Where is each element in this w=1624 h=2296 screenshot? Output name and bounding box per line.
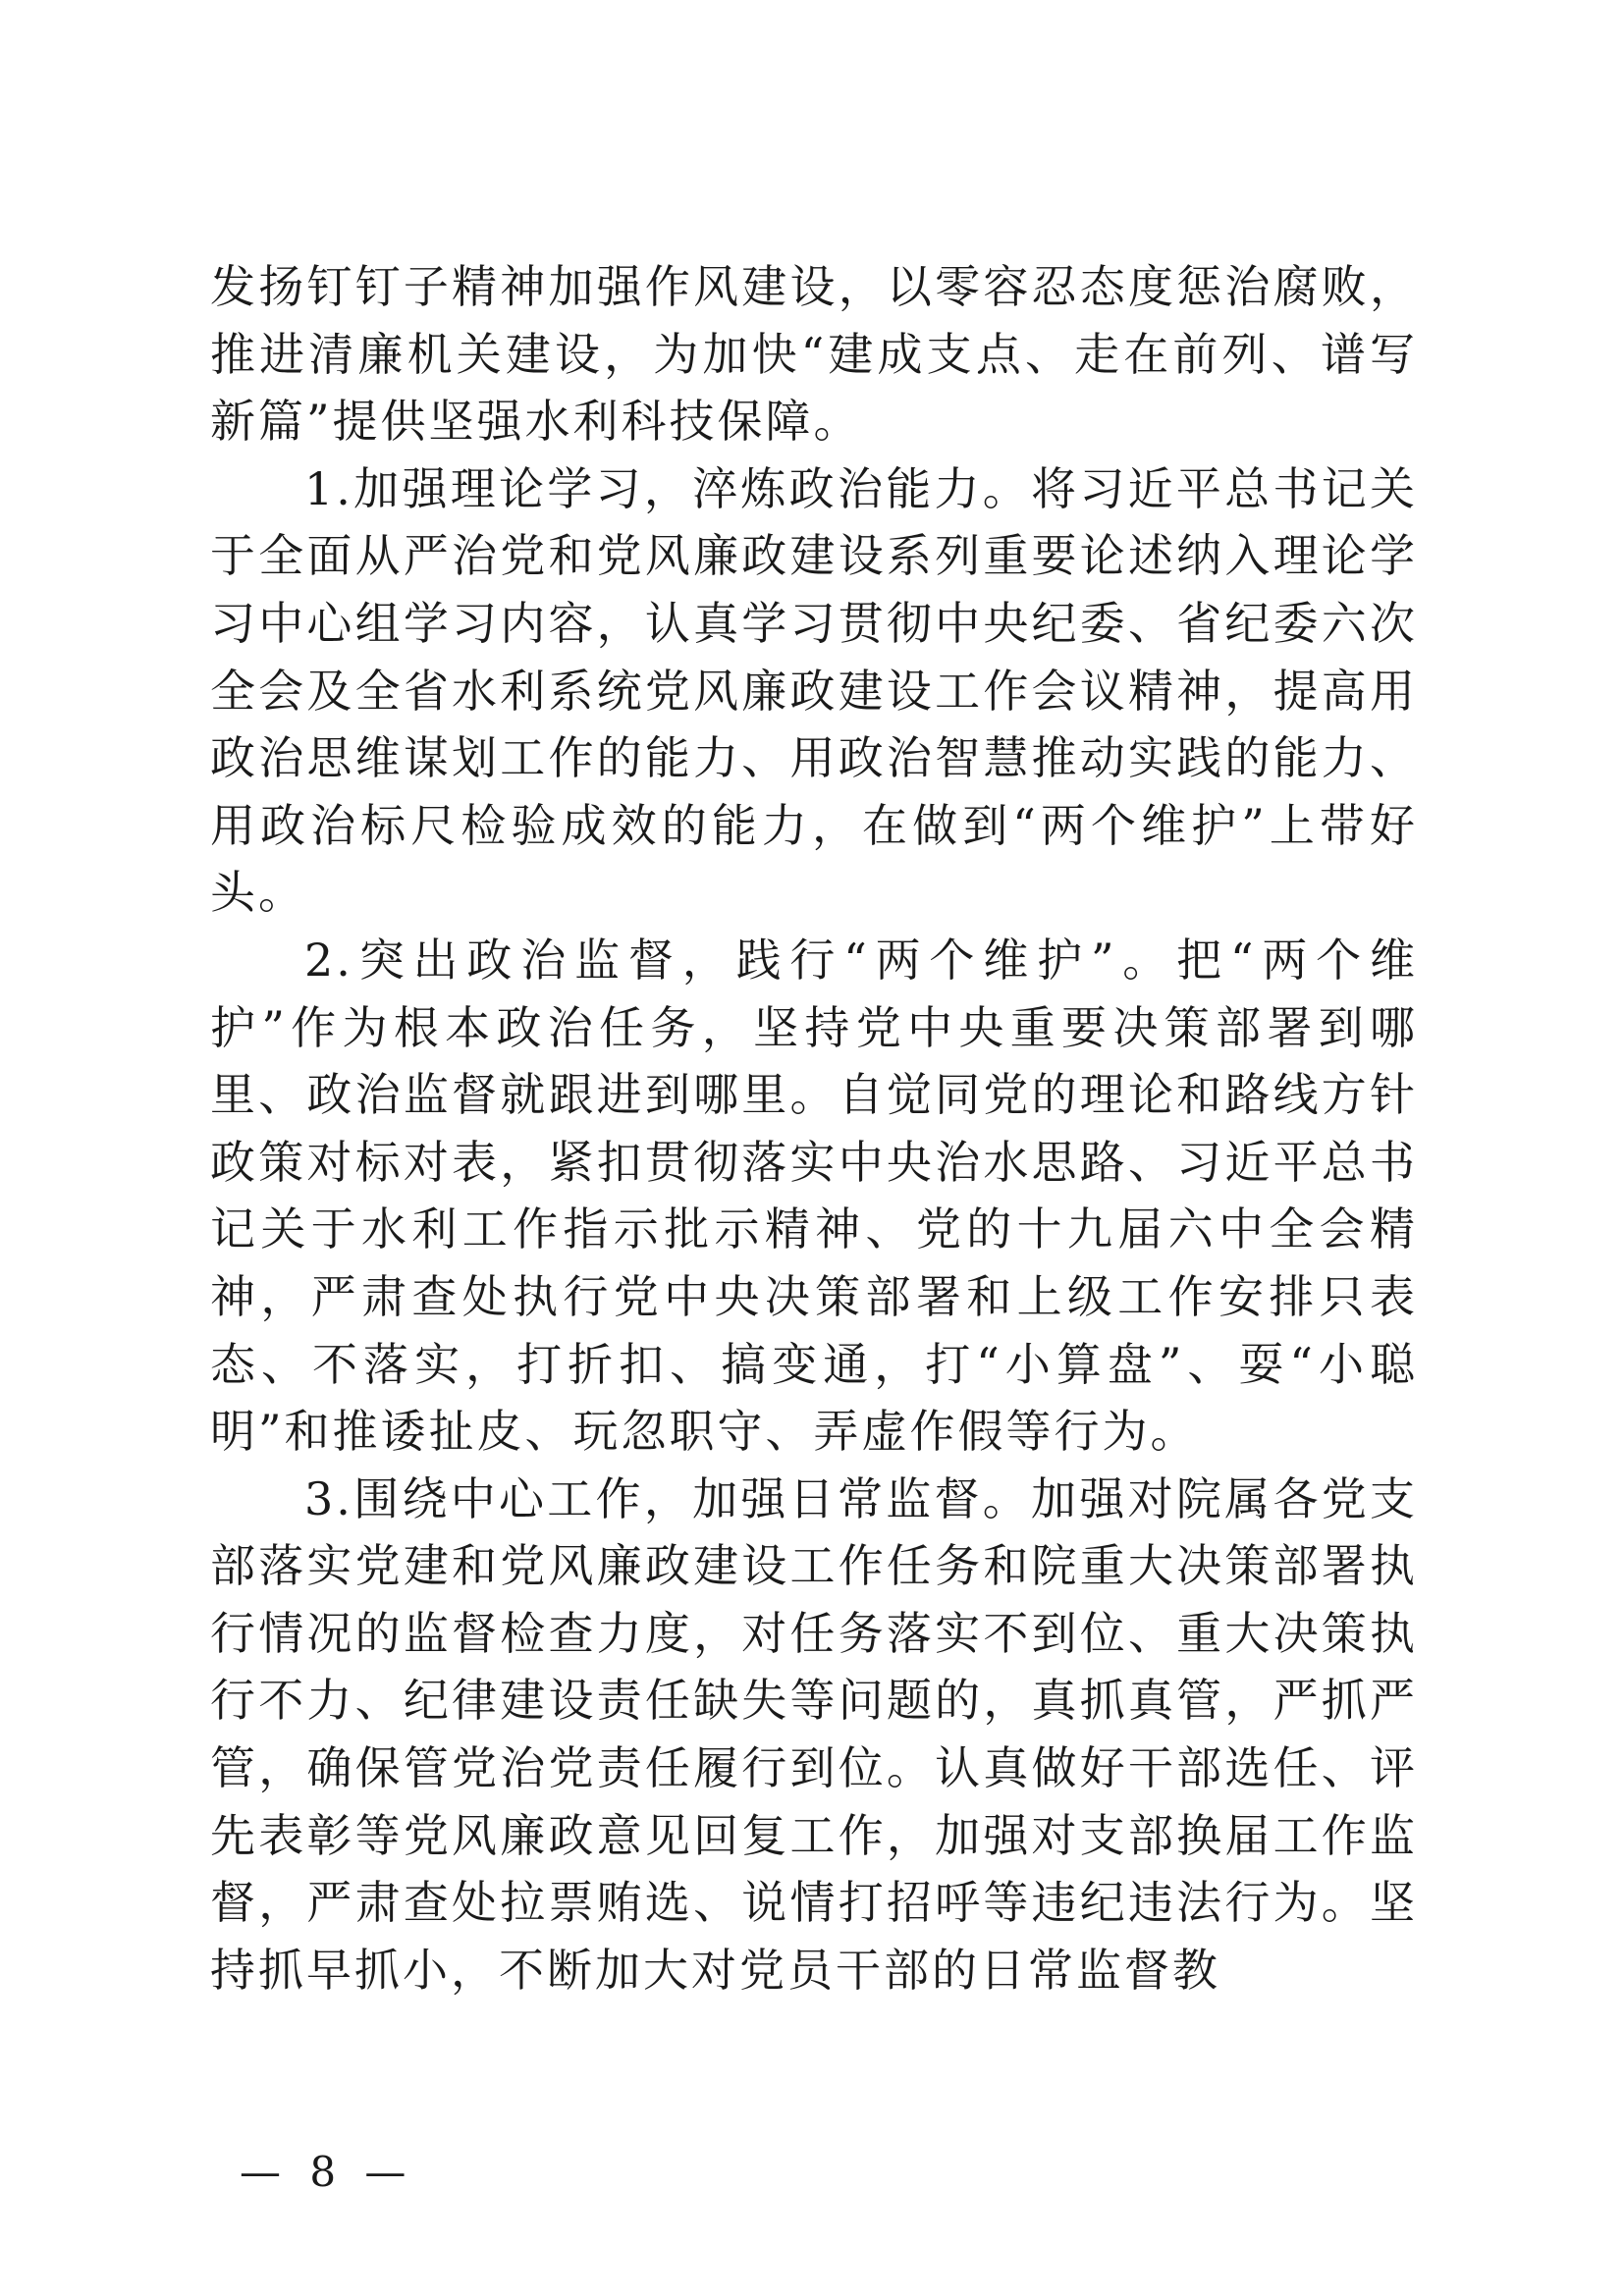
- paragraph-intro: 发扬钉钉子精神加强作风建设，以零容忍态度惩治腐败，推进清廉机关建设，为加快“建成支点、走在前列、谱写新篇”提供坚强水利科技保障。: [210, 260, 1418, 449]
- paragraph-item-3: 3.围绕中心工作，加强日常监督。加强对院属各党支部落实党建和党风廉政建设工作任务和院重大决策部署执行情况的监督检查力度，对任务落实不到位、重大决策执行不力、纪律建设责任缺失等问题的，真抓真管，严抓严管，确保管党治党责任履行到位。认真做好干部选任、评先表彰等党风廉政意见回复工作，加强对支部换届工作监督，严肃查处拉票贿选、说情打招呼等违纪违法行为。坚持抓早抓小，不断加大对党员干部的日常监督教: [210, 1471, 1418, 1997]
- page-number: — 8 —: [240, 2148, 414, 2196]
- body-text: [210, 253, 1418, 2003]
- paragraph-item-2: 2.突出政治监督，践行“两个维护”。把“两个维护”作为根本政治任务，坚持党中央重要决策部署到哪里、政治监督就跟进到哪里。自觉同党的理论和路线方针政策对标对表，紧扣贯彻落实中央治水思路、习近平总书记关于水利工作指示批示精神、党的十九届六中全会精神，严肃查处执行党中央决策部署和上级工作安排只表态、不落实，打折扣、搞变通，打“小算盘”、耍“小聪明”和推诿扯皮、玩忽职守、弄虚作假等行为。: [210, 933, 1418, 1459]
- paragraph-item-1: 1.加强理论学习，淬炼政治能力。将习近平总书记关于全面从严治党和党风廉政建设系列重要论述纳入理论学习中心组学习内容，认真学习贯彻中央纪委、省纪委六次全会及全省水利系统党风廉政建设工作会议精神，提高用政治思维谋划工作的能力、用政治智慧推动实践的能力、用政治标尺检验成效的能力，在做到“两个维护”上带好头。: [210, 461, 1418, 920]
